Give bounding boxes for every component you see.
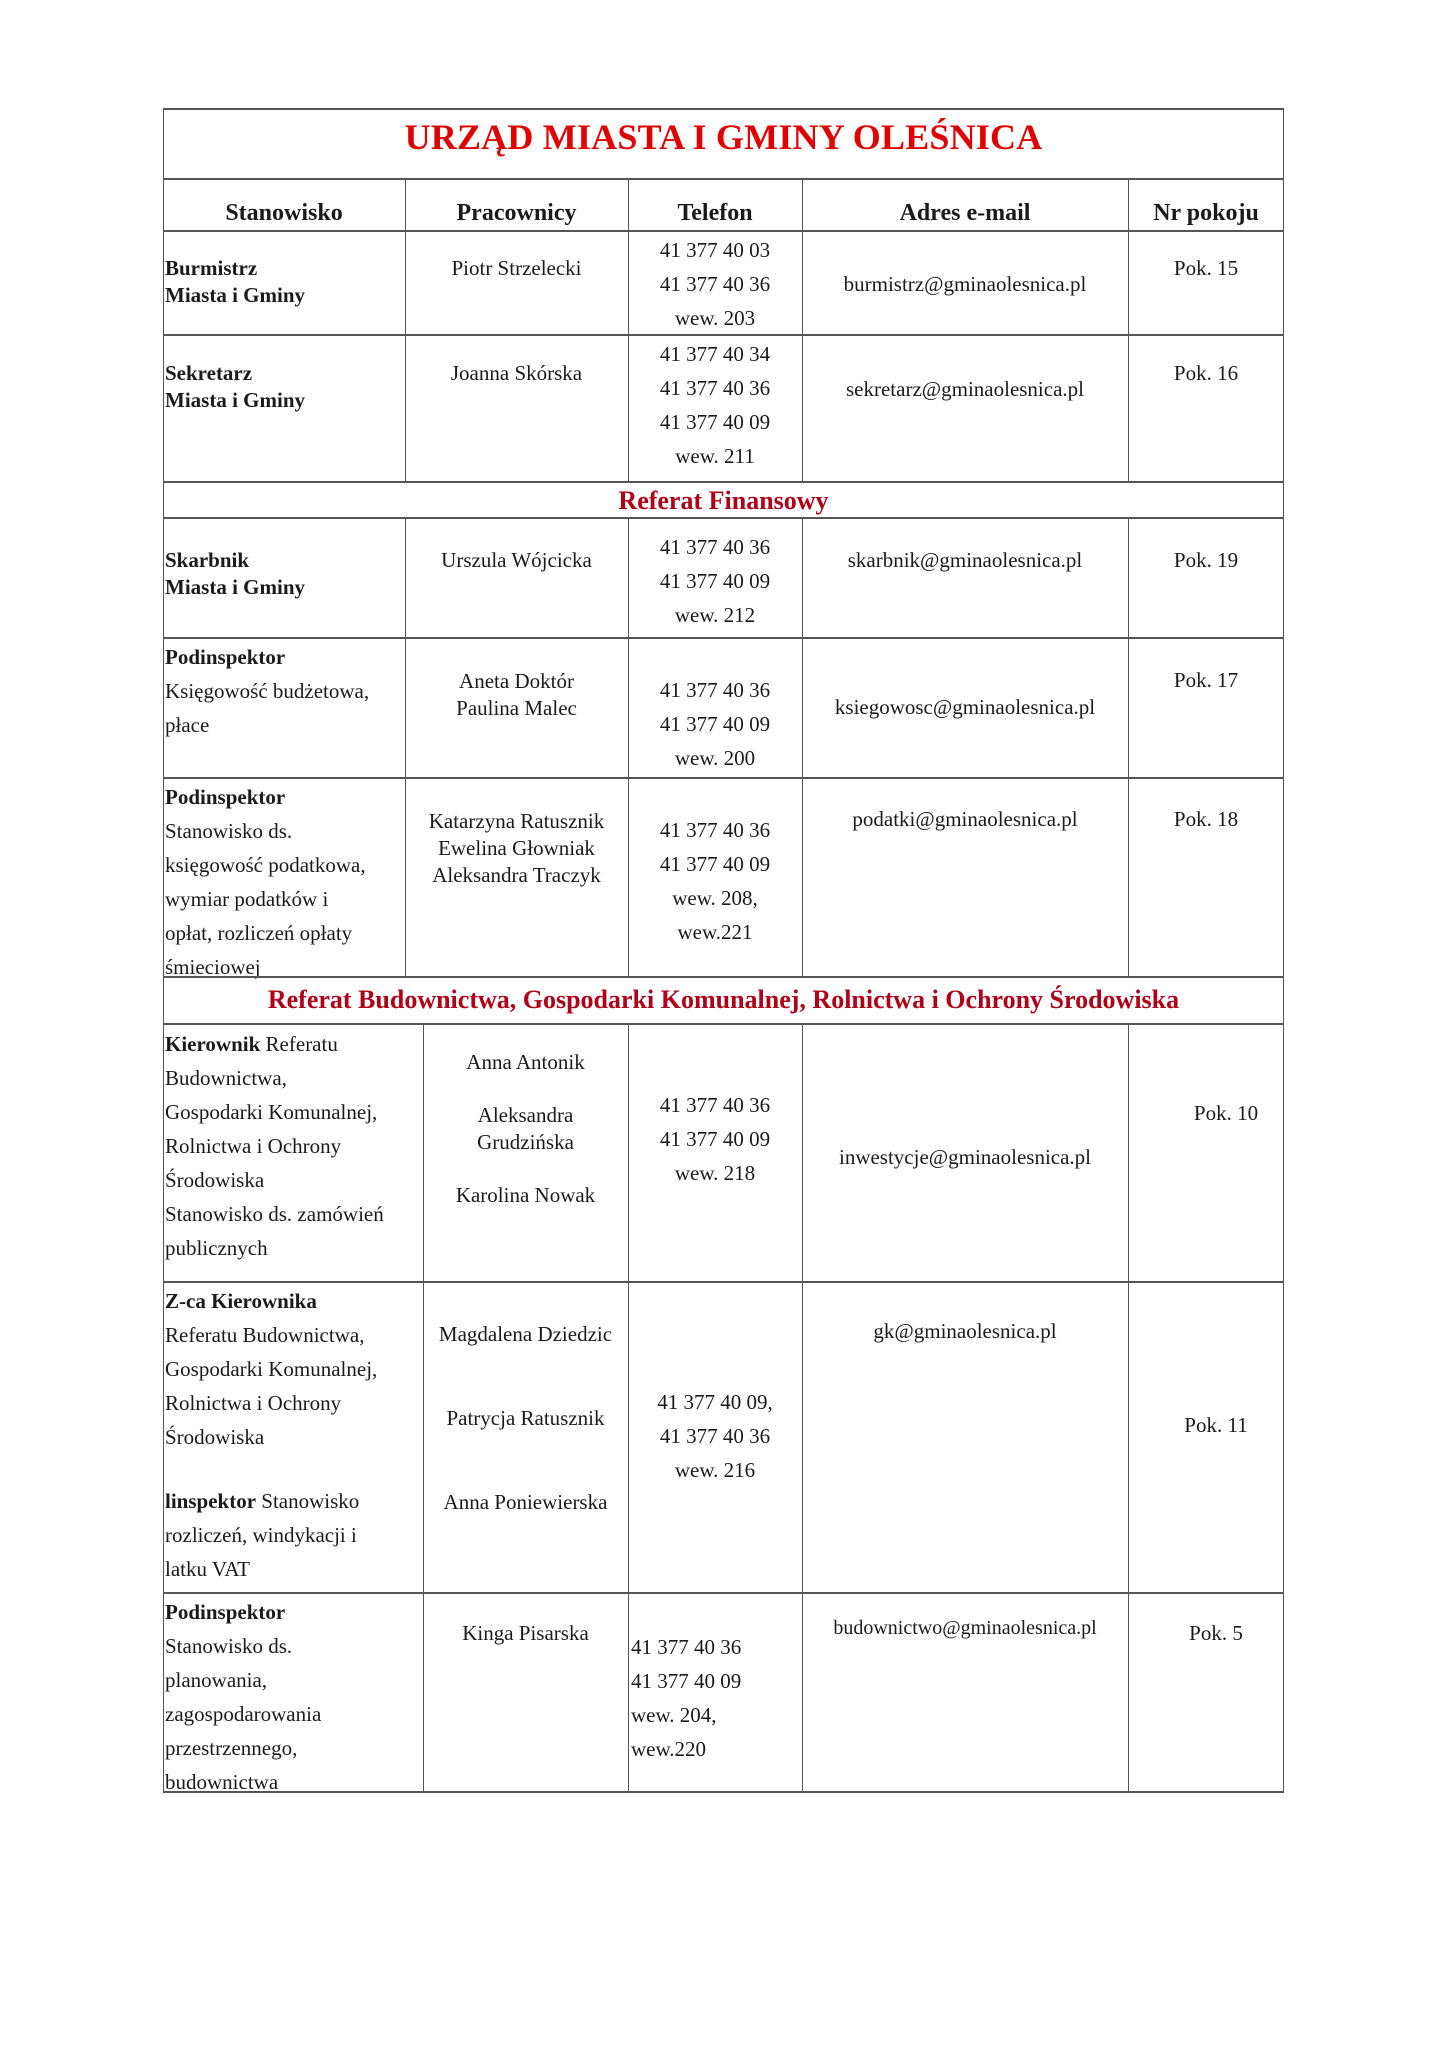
position-description: Referatu (260, 1032, 338, 1056)
phone-number: 41 377 40 36 (659, 678, 771, 702)
section-heading-budownictwo: Referat Budownictwa, Gospodarki Komunalnej, Rolnictwa i Ochrony Środowiska (267, 985, 1180, 1014)
col-divider (405, 517, 406, 977)
position-description: Środowiska (165, 1168, 265, 1192)
room-number: Pok. 10 (1193, 1101, 1259, 1125)
row-divider (163, 517, 1284, 519)
position-title: Burmistrz (165, 256, 258, 280)
position-description: publicznych (165, 1236, 268, 1260)
employee-name: Aleksandra Traczyk (432, 863, 601, 887)
employee-name: Joanna Skórska (450, 361, 583, 385)
email-link[interactable]: skarbnik@gminaolesnica.pl (847, 548, 1083, 572)
employee-name: Aleksandra (477, 1103, 574, 1127)
position-description: płace (165, 713, 210, 737)
col-divider (802, 178, 803, 482)
divider (163, 178, 1284, 180)
phone-number: 41 377 40 09 (659, 410, 771, 434)
position-title: Podinspektor (165, 1600, 286, 1624)
phone-number: 41 377 40 09 (631, 1669, 742, 1693)
position-description: Stanowisko ds. (165, 1634, 293, 1658)
page-title: URZĄD MIASTA I GMINY OLEŚNICA (404, 117, 1043, 157)
phone-number: 41 377 40 36 (659, 535, 771, 559)
position-description: zagospodarowania (165, 1702, 322, 1726)
col-divider (1128, 178, 1129, 482)
email-link[interactable]: burmistrz@gminaolesnica.pl (843, 272, 1087, 296)
position-description: Stanowisko (256, 1489, 360, 1513)
phone-number: 41 377 40 36 (631, 1635, 742, 1659)
employee-name: Katarzyna Ratusznik (428, 809, 605, 833)
employee-name: Urszula Wójcicka (441, 548, 592, 572)
room-number: Pok. 16 (1173, 361, 1239, 385)
row-divider (163, 777, 1284, 779)
position-title: Miasta i Gminy (165, 388, 305, 412)
col-divider (802, 1023, 803, 1792)
position-description: śmieciowej (165, 955, 261, 979)
phone-number: 41 377 40 09 (659, 1127, 771, 1151)
col-divider (405, 178, 406, 482)
employee-name: Piotr Strzelecki (451, 256, 582, 280)
divider (163, 230, 1284, 232)
room-number: Pok. 11 (1184, 1413, 1248, 1437)
row-divider (163, 1281, 1284, 1283)
column-header-telefon: Telefon (677, 200, 753, 226)
phone-number: 41 377 40 09 (659, 569, 771, 593)
column-header-pokoj: Nr pokoju (1153, 200, 1259, 226)
position-description: Stanowisko ds. zamówień (165, 1202, 384, 1226)
position-description: Rolnictwa i Ochrony (165, 1134, 342, 1158)
phone-number: 41 377 40 03 (659, 238, 771, 262)
row-divider (163, 334, 1284, 336)
phone-number: 41 377 40 36 (659, 272, 771, 296)
phone-number: 41 377 40 09, (657, 1390, 773, 1414)
email-link[interactable]: sekretarz@gminaolesnica.pl (846, 377, 1084, 401)
phone-extension: wew. 218 (674, 1161, 756, 1185)
phone-number: 41 377 40 09 (659, 852, 771, 876)
employee-name: Karolina Nowak (455, 1183, 596, 1207)
employee-name: Kinga Pisarska (462, 1621, 589, 1645)
col-divider (1128, 1023, 1129, 1792)
phone-extension: wew. 216 (674, 1458, 756, 1482)
position-title: Podinspektor (165, 785, 286, 809)
phone-number: 41 377 40 09 (659, 712, 771, 736)
email-link[interactable]: budownictwo@gminaolesnica.pl (833, 1617, 1097, 1639)
position-description: wymiar podatków i (165, 887, 329, 911)
room-number: Pok. 18 (1173, 807, 1239, 831)
room-number: Pok. 15 (1173, 256, 1239, 280)
phone-extension: wew. 204, (631, 1703, 717, 1727)
email-link[interactable]: podatki@gminaolesnica.pl (852, 807, 1078, 831)
row-divider (163, 1592, 1284, 1594)
position-description: Rolnictwa i Ochrony (165, 1391, 342, 1415)
position-title: linspektor (165, 1489, 257, 1513)
column-header-email: Adres e-mail (899, 200, 1031, 226)
phone-number: 41 377 40 34 (659, 342, 771, 366)
section-heading-finansowy: Referat Finansowy (618, 486, 829, 515)
position-title: Kierownik (165, 1032, 261, 1056)
position-description: rozliczeń, windykacji i (165, 1523, 357, 1547)
room-number: Pok. 19 (1173, 548, 1239, 572)
email-link[interactable]: ksiegowosc@gminaolesnica.pl (834, 695, 1096, 719)
position-description: latku VAT (165, 1557, 250, 1581)
row-divider (163, 976, 1284, 978)
position-title: Z-ca Kierownika (165, 1289, 317, 1313)
position-title: Skarbnik (165, 548, 250, 572)
employee-name: Anna Poniewierska (443, 1490, 608, 1514)
employee-name: Grudzińska (477, 1130, 574, 1154)
position-description: Referatu Budownictwa, (165, 1323, 365, 1347)
position-description: Księgowość budżetowa, (165, 679, 370, 703)
position-description: Gospodarki Komunalnej, (165, 1100, 378, 1124)
position-description: Gospodarki Komunalnej, (165, 1357, 378, 1381)
phone-extension: wew. 200 (674, 746, 756, 770)
position-title: Podinspektor (165, 645, 286, 669)
position-description: Środowiska (165, 1425, 265, 1449)
phone-number: 41 377 40 36 (659, 818, 771, 842)
position-title: Miasta i Gminy (165, 575, 305, 599)
phone-number: 41 377 40 36 (659, 1424, 771, 1448)
column-header-stanowisko: Stanowisko (225, 200, 343, 226)
phone-number: 41 377 40 36 (659, 376, 771, 400)
row-divider (163, 637, 1284, 639)
phone-extension: wew.221 (677, 920, 753, 944)
room-number: Pok. 17 (1173, 668, 1239, 692)
phone-extension: wew. 212 (674, 603, 756, 627)
position-description: przestrzennego, (165, 1736, 298, 1760)
col-divider (802, 517, 803, 977)
position-description: księgowość podatkowa, (165, 853, 366, 877)
position-title: Sekretarz (165, 361, 253, 385)
position-description: opłat, rozliczeń opłaty (165, 921, 353, 945)
employee-name: Anna Antonik (466, 1050, 585, 1074)
employee-name: Magdalena Dziedzic (438, 1322, 613, 1346)
position-description: planowania, (165, 1668, 268, 1692)
position-description: budownictwa (165, 1770, 279, 1794)
employee-name: Aneta Doktór (459, 669, 574, 693)
phone-extension: wew. 203 (674, 306, 756, 330)
phone-extension: wew.220 (631, 1737, 707, 1761)
col-divider (1128, 517, 1129, 977)
column-header-pracownicy: Pracownicy (456, 200, 577, 226)
room-number: Pok. 5 (1189, 1621, 1243, 1645)
position-description: Budownictwa, (165, 1066, 287, 1090)
row-divider (163, 481, 1284, 483)
phone-number: 41 377 40 36 (659, 1093, 771, 1117)
employee-name: Ewelina Głowniak (438, 836, 595, 860)
phone-extension: wew. 211 (675, 444, 755, 468)
employee-name: Patrycja Ratusznik (446, 1406, 605, 1430)
employee-name: Paulina Malec (456, 696, 577, 720)
position-title: Miasta i Gminy (165, 283, 305, 307)
row-divider (163, 1023, 1284, 1025)
email-link[interactable]: inwestycje@gminaolesnica.pl (838, 1145, 1092, 1169)
phone-extension: wew. 208, (672, 886, 758, 910)
position-description: Stanowisko ds. (165, 819, 293, 843)
email-link[interactable]: gk@gminaolesnica.pl (873, 1319, 1057, 1343)
